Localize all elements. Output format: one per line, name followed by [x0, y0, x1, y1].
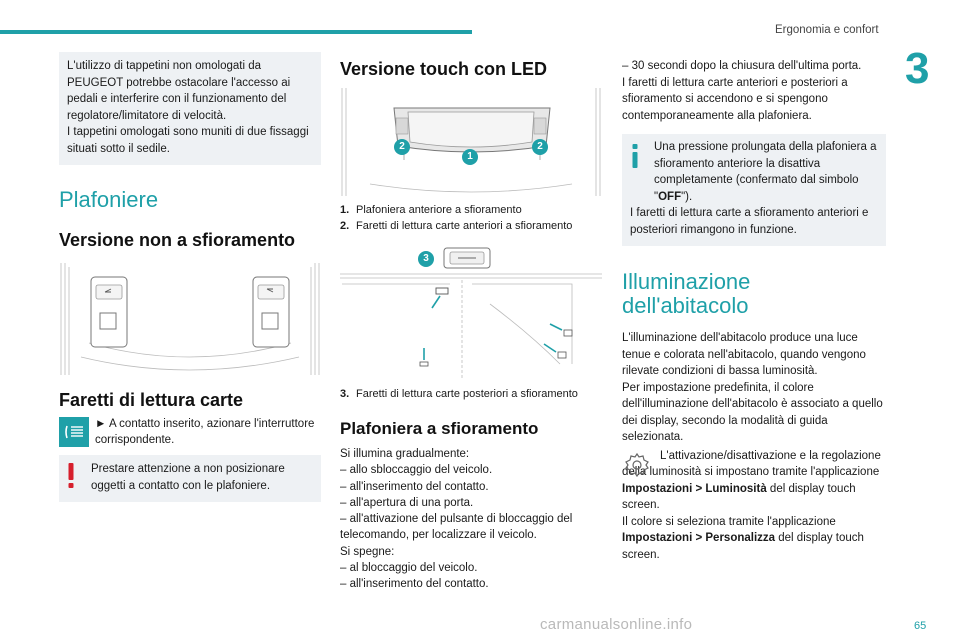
lights-up-line: – allo sbloccaggio del veicolo. — [340, 464, 493, 477]
reading-lights-heading: Faretti di lettura carte — [59, 390, 244, 410]
ambient-paragraph-1: L'illuminazione dell'abitacolo produce una luce tenue e colorata nell'abitacolo, quando vengono rilevate condizioni di bassa luminosità. — [622, 332, 866, 377]
watermark: carmanualsonline.info — [540, 616, 693, 633]
ambient-paragraph-2: Per impostazione predefinita, il colore dell'illuminazione dell'abitacolo è associato a quello dei display, secondo la modalità di guida selezionata. — [622, 381, 883, 443]
settings-line-2 — [622, 481, 886, 514]
touch-continuation — [622, 58, 886, 124]
ambient-description — [622, 330, 886, 446]
settings-text — [622, 448, 886, 564]
column-left — [59, 52, 321, 502]
gear-icon — [622, 450, 652, 480]
note-mats — [59, 52, 321, 165]
note-mats-line-1: L'utilizzo di tappetini non omologati da PEUGEOT potrebbe ostacolare l'accesso ai pedali e interferire con il funzionamento del regolatore/limitatore di velocità. — [67, 60, 291, 122]
touch-led-illustration — [340, 88, 602, 196]
settings-path-personalize: Impostazioni > Personalizza — [622, 532, 776, 544]
list-item — [340, 218, 605, 234]
rear-lights-list — [340, 386, 605, 402]
column-right — [622, 52, 886, 563]
rear-lights-svg — [340, 244, 602, 380]
callout-2-left: 2 — [394, 139, 410, 155]
reading-instruction-block — [59, 417, 321, 447]
page-number: 65 — [914, 620, 927, 632]
non-touch-heading: Versione non a sfioramento — [59, 230, 296, 250]
info-icon — [630, 144, 640, 168]
ambient-lighting-heading — [622, 270, 886, 318]
ambient-heading-line-1: Illuminazione — [622, 269, 751, 294]
touch-led-heading: Versione touch con LED — [340, 59, 548, 79]
settings-line-2-rest: del display touch screen. — [622, 482, 856, 511]
list-item — [340, 386, 605, 402]
callout-3: 3 — [418, 251, 434, 267]
lights-up-line: Si illumina gradualmente: — [340, 448, 470, 460]
warning-exclamation-icon — [65, 463, 77, 489]
info-note-part-2: "). — [681, 190, 693, 203]
warning-note — [59, 455, 321, 502]
lights-up-description — [340, 446, 605, 593]
list-item — [340, 202, 605, 218]
list-item-number: 3. — [340, 388, 350, 400]
lights-up-line: – all'apertura di una porta. — [340, 496, 474, 509]
non-touch-lights-svg — [59, 263, 321, 375]
settings-block — [622, 448, 886, 564]
info-note — [622, 134, 886, 246]
continuation-line: – 30 secondi dopo la chiusura dell'ultima porta. — [622, 60, 862, 72]
column-middle — [340, 52, 605, 593]
list-item-text: Faretti di lettura carte anteriori a sfioramento — [356, 220, 573, 232]
ambient-heading-line-2: dell'abitacolo — [622, 293, 749, 318]
settings-line-4-rest: del display touch screen. — [622, 532, 864, 561]
reading-light-icon — [59, 417, 89, 447]
list-item-number: 1. — [340, 204, 350, 216]
settings-line-3: Il colore si seleziona tramite l'applicazione — [622, 515, 836, 528]
touch-led-svg — [340, 88, 602, 196]
rear-lights-illustration — [340, 244, 602, 380]
plafoniere-heading: Plafoniere — [59, 187, 159, 212]
front-lights-list — [340, 202, 605, 234]
continuation-line: I faretti di lettura carte anteriori e posteriori a sfioramento si accendono e si spengono contemporaneamente alla plafoniera. — [622, 76, 848, 122]
lights-up-line: – all'inserimento del contatto. — [340, 480, 489, 493]
callout-1: 1 — [462, 149, 478, 165]
non-touch-illustration — [59, 263, 321, 375]
info-note-part-1: Una pressione prolungata della plafoniera a sfioramento anteriore la disattiva completamente (confermato dal simbolo " — [654, 141, 877, 203]
lights-up-line: – all'inserimento del contatto. — [340, 578, 489, 591]
lights-up-line: – al bloccaggio del veicolo. — [340, 562, 478, 575]
settings-line-4 — [622, 530, 886, 563]
note-mats-line-2: I tappetini omologati sono muniti di due fissaggi situati sotto il sedile. — [67, 126, 309, 155]
warning-text: Prestare attenzione a non posizionare oggetti a contatto con le plafoniere. — [91, 463, 285, 492]
settings-line-1: L'attivazione/disattivazione e la regolazione della luminosità si impostano tramite l'applicazione — [622, 449, 881, 478]
off-symbol: OFF — [658, 190, 682, 203]
lights-up-line: Si spegne: — [340, 545, 395, 558]
callout-2-right: 2 — [532, 139, 548, 155]
section-title: Ergonomia e confort — [775, 24, 879, 36]
list-item-text: Faretti di lettura carte posteriori a sfioramento — [356, 388, 578, 400]
info-note-text-2: I faretti di lettura carte a sfioramento anteriori e posteriori rimangono in funzione. — [630, 207, 869, 236]
info-note-text — [654, 139, 878, 205]
list-item-text: Plafoniera anteriore a sfioramento — [356, 204, 522, 216]
reading-instruction-text: ► A contatto inserito, azionare l'interruttore corrispondente. — [95, 418, 315, 446]
chapter-number: 3 — [905, 44, 930, 93]
header-accent-bar — [0, 30, 472, 34]
list-item-number: 2. — [340, 220, 350, 232]
touch-plafoniera-heading: Plafoniera a sfioramento — [340, 419, 539, 438]
settings-path-brightness: Impostazioni > Luminosità — [622, 482, 767, 495]
lights-up-line: – all'attivazione del pulsante di bloccaggio del telecomando, per localizzare il veicolo. — [340, 513, 573, 542]
